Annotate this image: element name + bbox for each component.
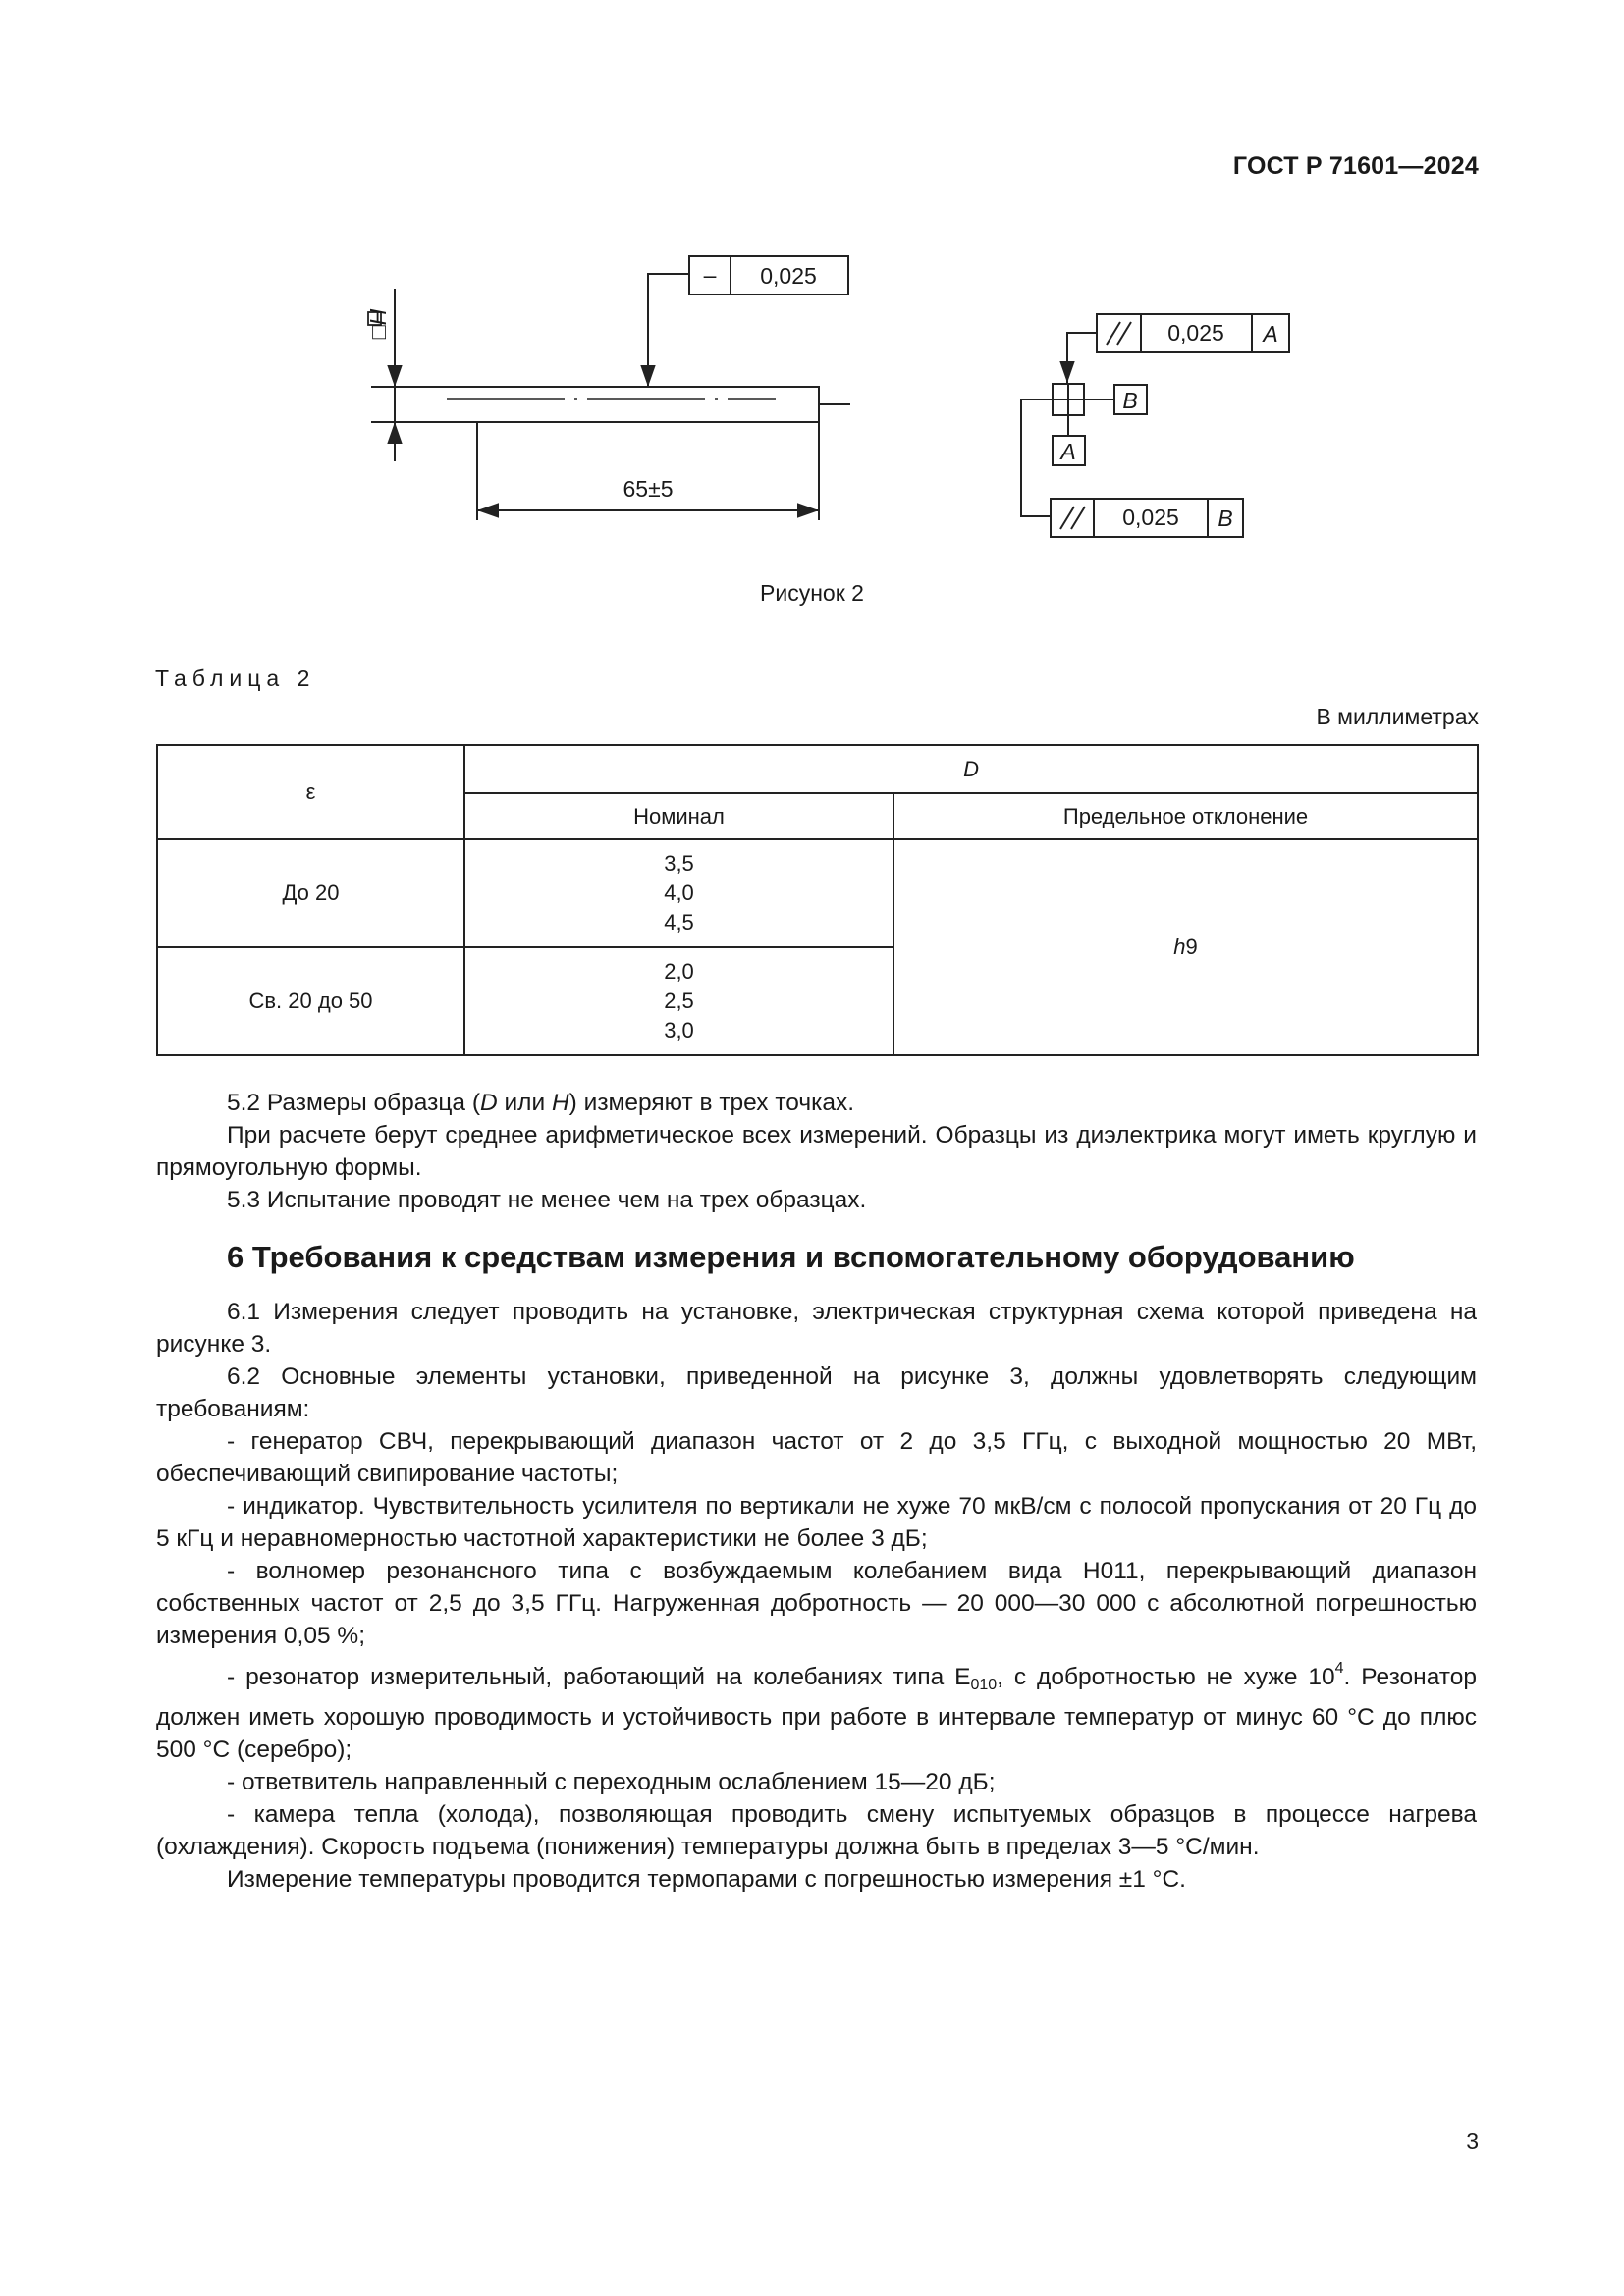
datum-b-label: B [1122,388,1138,413]
table-row [157,839,1478,947]
length-dimension: 65±5 [623,476,674,502]
header-d: D [464,745,1478,793]
list-item-wavemeter: - волномер резонансного типа с возбуждаемым колебанием вида H011, перекрывающий диапазон собственных частот от 2,5 до 3,5 ГГц. Нагруженная добротность — 20 000—30 000 с абсолютной погрешностью измерения 0,05 %; [156,1558,1477,1649]
bottom-tolerance: 0,025 [1122,505,1179,530]
flatness-symbol: – [703,262,717,288]
cell-nominal: 2,0 2,5 3,0 [464,947,893,1055]
list-item-coupler: - ответвитель направленный с переходным ослаблением 15—20 дБ; [227,1769,996,1795]
header-deviation: Предельное отклонение [893,793,1478,839]
paragraph-6-1: 6.1 Измерения следует проводить на установке, электрическая структурная схема которой приведена на рисунке 3. [156,1299,1477,1358]
deviation-value: 9 [1185,934,1198,959]
list-item-generator: - генератор СВЧ, перекрывающий диапазон частот от 2 до 3,5 ГГц, с выходной мощностью 20 МВт, обеспечивающий свипирование частоты; [156,1428,1477,1487]
table-label: Таблица 2 [155,666,316,691]
body-text [156,1087,1477,1896]
document-code: ГОСТ Р 71601—2024 [1232,152,1479,180]
cell-nominal: 3,5 4,0 4,5 [464,839,893,947]
paragraph-5-3: 5.3 Испытание проводят не менее чем на трех образцах. [227,1187,867,1213]
figure-caption: Рисунок 2 [760,580,864,606]
plate-outline [395,387,819,422]
right-view [1021,314,1289,537]
table-2 [156,744,1479,1056]
datum-a-label: A [1060,439,1076,464]
list-item-indicator: - индикатор. Чувствительность усилителя по вертикали не хуже 70 мкВ/см с полосой пропускания от 20 Гц до 5 кГц и неравномерностью частотной характеристики не более 3 дБ; [156,1493,1477,1552]
top-datum: A [1263,321,1278,347]
thickness-label: □H [365,308,391,340]
left-view-text [365,262,817,502]
paragraph-5-2-calc: При расчете берут среднее арифметическое всех измерений. Образцы из диэлектрика могут иметь круглую и прямоугольную формы. [156,1122,1477,1181]
list-item-chamber: - камера тепла (холода), позволяющая проводить смену испытуемых образцов в процессе нагрева (охлаждения). Скорость подъема (понижения) температуры должна быть в пределах 3—5 °C/мин. [156,1801,1477,1860]
header-nominal: Номинал [464,793,893,839]
section-6-title: 6 Требования к средствам измерения и вспомогательному оборудованию [227,1240,1355,1274]
header-epsilon: ε [157,745,464,839]
bottom-datum: B [1218,506,1233,531]
table-units: В миллиметрах [1316,704,1479,729]
paragraph-5-2: 5.2 Размеры образца (D или H) измеряют в трех точках. [227,1090,855,1116]
cell-eps: До 20 [157,839,464,947]
paragraph-6-2: 6.2 Основные элементы установки, приведенной на рисунке 3, должны удовлетворять следующим требованиям: [156,1363,1477,1422]
list-item-resonator: - резонатор измерительный, работающий на колебаниях типа $E_{010}$, с добротностью не хуже $10^4$. Резонатор должен иметь хорошую проводимость и устойчивость при работе в интервале температур от минус 60 °C до плюс 500 °C (серебро); [156,1660,1477,1763]
page-number: 3 [1466,2128,1479,2154]
top-tolerance: 0,025 [1167,320,1224,346]
flatness-tolerance: 0,025 [760,263,817,289]
paragraph-temperature: Измерение температуры проводится термопарами с погрешностью измерения ±1 °C. [227,1866,1186,1893]
figure-2-drawing [0,0,1624,569]
left-view [368,256,850,520]
cell-eps: Св. 20 до 50 [157,947,464,1055]
cell-deviation: h9 [893,839,1478,1055]
